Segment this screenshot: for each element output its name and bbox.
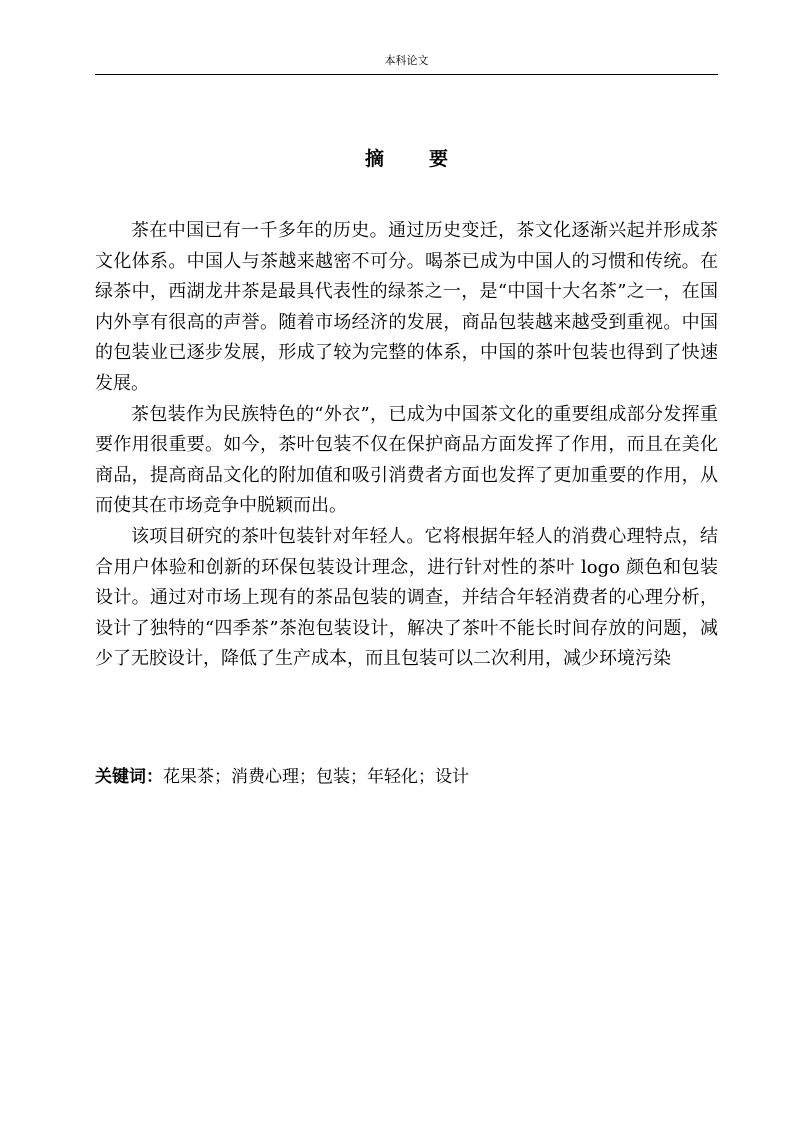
page-header bbox=[95, 54, 718, 75]
abstract-title bbox=[95, 146, 718, 172]
abstract-title-char-1: 摘 bbox=[364, 148, 384, 170]
abstract-body bbox=[95, 216, 718, 675]
abstract-paragraph-1: 茶在中国已有一千多年的历史。通过历史变迁，茶文化逐渐兴起并形成茶文化体系。中国人与茶越来越密不可分。喝茶已成为中国人的习惯和传统。在绿茶中，西湖龙井茶是最具代表性的绿茶之一，是“中国十大名茶”之一，在国内外享有很高的声誉。随着市场经济的发展，商品包装越来越受到重视。中国的包装业已逐步发展，形成了较为完整的体系，中国的茶叶包装也得到了快速发展。 bbox=[95, 220, 718, 394]
keywords-text: 花果茶；消费心理；包装；年轻化；设计 bbox=[163, 767, 469, 787]
keywords-line bbox=[95, 764, 718, 790]
running-title: 本科论文 bbox=[384, 54, 429, 67]
abstract-paragraph-2: 茶包装作为民族特色的“外衣”，已成为中国茶文化的重要组成部分发挥重要作用很重要。如今，茶叶包装不仅在保护商品方面发挥了作用，而且在美化商品，提高商品文化的附加值和吸引消费者方面也发挥了更加重要的作用，从而使其在市场竞争中脱颖而出。 bbox=[95, 403, 718, 517]
abstract-paragraph-3: 该项目研究的茶叶包装针对年轻人。它将根据年轻人的消费心理特点，结合用户体验和创新的环保包装设计理念，进行针对性的茶叶 logo 颜色和包装设计。通过对市场上现有的茶品包装的调查，并结合年轻消费者的心理分析，设计了独特的“四季茶”茶泡包装设计，解决了茶叶不能长时间存放的问题，减少了无胶设计，降低了生产成本，而且包装可以二次利用，减少环境污染 bbox=[95, 525, 718, 670]
keywords-label: 关键词： bbox=[95, 767, 163, 787]
abstract-title-char-2: 要 bbox=[429, 148, 449, 170]
